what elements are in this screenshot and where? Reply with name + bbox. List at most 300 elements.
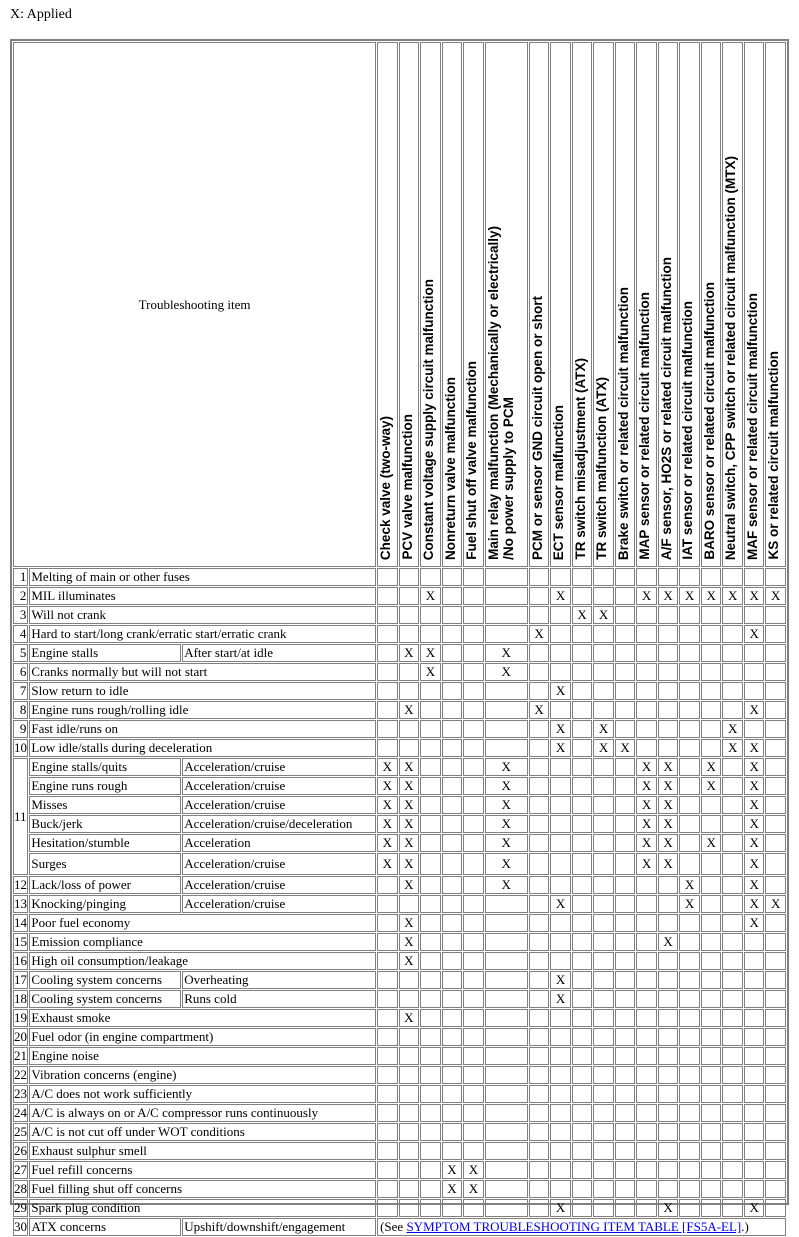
empty-cell [658,1123,679,1141]
empty-cell [593,682,614,700]
empty-cell [420,1066,441,1084]
column-header-text [551,403,566,563]
empty-cell [615,587,636,605]
empty-cell [442,1123,463,1141]
empty-cell [765,1066,786,1084]
empty-cell [399,1123,420,1141]
symptom-table-link[interactable]: SYMPTOM TROUBLESHOOTING ITEM TABLE [FS5A-EL] [406,1219,742,1234]
table-row [13,701,786,719]
empty-cell [679,1104,700,1122]
empty-cell [636,1199,657,1217]
applied-mark: X [485,834,528,852]
applied-mark: X [572,606,593,624]
empty-cell [593,1047,614,1065]
empty-cell [442,834,463,852]
row-number: 12 [14,877,27,892]
column-header-17 [765,42,786,567]
empty-cell [722,701,743,719]
empty-cell [529,1028,550,1046]
empty-cell [529,971,550,989]
column-header-7 [550,42,571,567]
empty-cell [636,914,657,932]
empty-cell [420,625,441,643]
empty-cell [615,1161,636,1179]
empty-cell [658,876,679,894]
empty-cell [572,895,593,913]
empty-cell [636,1180,657,1198]
empty-cell [765,568,786,586]
empty-cell [485,990,528,1008]
empty-cell [442,990,463,1008]
empty-cell [636,606,657,624]
empty-cell [765,758,786,776]
table-row [13,720,786,738]
empty-cell [572,625,593,643]
empty-cell [463,796,484,814]
empty-cell [550,876,571,894]
empty-cell [377,739,398,757]
empty-cell [615,914,636,932]
empty-cell [722,876,743,894]
table-row [13,952,786,970]
empty-cell [722,1199,743,1217]
empty-cell [572,1123,593,1141]
empty-cell [377,952,398,970]
row-item: Engine runs rough [29,777,181,795]
empty-cell [744,952,765,970]
empty-cell [679,568,700,586]
empty-cell [765,1009,786,1027]
empty-cell [420,853,441,875]
applied-mark: X [399,933,420,951]
empty-cell [463,1104,484,1122]
applied-mark: X [636,796,657,814]
empty-cell [463,853,484,875]
empty-cell [550,933,571,951]
empty-cell [377,876,398,894]
applied-mark: X [442,1180,463,1198]
empty-cell [658,1028,679,1046]
empty-cell [463,1047,484,1065]
empty-cell [529,952,550,970]
column-header-16 [744,42,765,567]
row-item: Slow return to idle [29,682,376,700]
empty-cell [572,1066,593,1084]
empty-cell [463,1028,484,1046]
empty-cell [377,1009,398,1027]
empty-cell [399,1028,420,1046]
see-prefix: (See [380,1219,407,1234]
empty-cell [615,720,636,738]
empty-cell [529,1104,550,1122]
applied-mark: X [636,777,657,795]
empty-cell [593,815,614,833]
row-number: 6 [13,663,28,681]
empty-cell [701,971,722,989]
row-number: 19 [14,1010,27,1025]
empty-cell [701,914,722,932]
empty-cell [615,1085,636,1103]
row-number: 28 [14,1181,27,1196]
empty-cell [442,933,463,951]
empty-cell [765,952,786,970]
empty-cell [615,701,636,719]
empty-cell [701,1142,722,1160]
empty-cell [722,606,743,624]
empty-cell [377,990,398,1008]
empty-cell [529,1047,550,1065]
empty-cell [420,1085,441,1103]
empty-cell [615,1028,636,1046]
applied-mark: X [420,587,441,605]
empty-cell [442,587,463,605]
empty-cell [572,1085,593,1103]
empty-cell [377,663,398,681]
column-header-line: Brake switch or related circuit malfunction [615,286,631,560]
applied-mark: X [744,758,765,776]
empty-cell [701,1161,722,1179]
empty-cell [442,1028,463,1046]
row-condition: Acceleration/cruise [182,876,376,894]
empty-cell [442,1085,463,1103]
empty-cell [399,1142,420,1160]
column-header-text [573,356,588,563]
table-row [13,796,786,814]
empty-cell [550,1161,571,1179]
empty-cell [615,1066,636,1084]
row-number: 4 [13,625,28,643]
empty-cell [420,1161,441,1179]
empty-cell [572,853,593,875]
column-header-text [723,154,738,563]
row-item: Knocking/pinging [29,895,181,913]
empty-cell [636,933,657,951]
empty-cell [593,895,614,913]
column-header-text [680,299,695,563]
legend-text: X: Applied [10,7,72,22]
column-header-6 [529,42,550,567]
empty-cell [615,834,636,852]
row-number: 3 [13,606,28,624]
empty-cell [593,834,614,852]
empty-cell [463,933,484,951]
applied-mark: X [722,720,743,738]
column-header-9 [593,42,614,567]
empty-cell [420,1047,441,1065]
empty-cell [377,971,398,989]
applied-mark: X [550,720,571,738]
empty-cell [463,1123,484,1141]
empty-cell [615,1009,636,1027]
empty-cell [593,1009,614,1027]
table-row [13,971,786,989]
empty-cell [485,895,528,913]
empty-cell [701,933,722,951]
applied-mark: X [658,834,679,852]
column-header-line: PCV valve malfunction [399,414,415,560]
table-row [13,1028,786,1046]
column-header-line: PCM or sensor GND circuit open or short [529,295,545,560]
empty-cell [615,853,636,875]
empty-cell [658,1047,679,1065]
empty-cell [550,701,571,719]
empty-cell [529,853,550,875]
empty-cell [485,1085,528,1103]
row-item: Exhaust smoke [29,1009,376,1027]
applied-mark: X [744,701,765,719]
empty-cell [399,1066,420,1084]
row-number: 14 [14,915,27,930]
empty-cell [463,1199,484,1217]
empty-cell [701,1028,722,1046]
empty-cell [636,1123,657,1141]
empty-cell [442,895,463,913]
empty-cell [636,1066,657,1084]
applied-mark: X [550,990,571,1008]
empty-cell [463,971,484,989]
applied-mark: X [658,796,679,814]
applied-mark: X [722,739,743,757]
empty-cell [658,720,679,738]
column-header-10 [615,42,636,567]
row-number: 16 [14,953,27,968]
empty-cell [572,834,593,852]
empty-cell [485,701,528,719]
empty-cell [679,644,700,662]
empty-cell [485,971,528,989]
empty-cell [593,853,614,875]
empty-cell [572,777,593,795]
applied-mark: X [420,663,441,681]
row-number: 10 [14,740,27,755]
empty-cell [615,815,636,833]
column-header-13 [679,42,700,567]
empty-cell [765,1047,786,1065]
empty-cell [679,701,700,719]
applied-mark: X [701,777,722,795]
empty-cell [420,568,441,586]
empty-cell [679,796,700,814]
empty-cell [679,952,700,970]
empty-cell [765,990,786,1008]
empty-cell [463,1085,484,1103]
table-row [13,1047,786,1065]
header-row [13,42,786,567]
empty-cell [377,1142,398,1160]
applied-mark: X [399,952,420,970]
empty-cell [722,1047,743,1065]
empty-cell [529,739,550,757]
empty-cell [485,1180,528,1198]
empty-cell [679,1066,700,1084]
applied-mark: X [744,834,765,852]
empty-cell [442,853,463,875]
row-item: Low idle/stalls during deceleration [29,739,376,757]
column-header-12 [658,42,679,567]
applied-mark: X [744,587,765,605]
applied-mark: X [550,739,571,757]
empty-cell [679,933,700,951]
applied-mark: X [485,876,528,894]
empty-cell [485,568,528,586]
empty-cell [463,587,484,605]
applied-mark: X [463,1180,484,1198]
column-header-text [378,414,393,563]
empty-cell [593,1199,614,1217]
empty-cell [399,895,420,913]
empty-cell [701,1066,722,1084]
empty-cell [722,1161,743,1179]
empty-cell [679,1009,700,1027]
row-number: 24 [14,1105,27,1120]
empty-cell [463,568,484,586]
empty-cell [529,1066,550,1084]
empty-cell [420,1028,441,1046]
applied-mark: X [744,815,765,833]
column-header-text [766,349,781,563]
applied-mark: X [399,876,420,894]
empty-cell [485,914,528,932]
column-header-text [421,277,436,563]
applied-mark: X [636,587,657,605]
applied-mark: X [485,777,528,795]
empty-cell [399,606,420,624]
empty-cell [420,914,441,932]
empty-cell [442,606,463,624]
empty-cell [679,1142,700,1160]
empty-cell [658,644,679,662]
table-row [13,1218,786,1236]
empty-cell [485,933,528,951]
column-header-2 [420,42,441,567]
row-item: A/C is always on or A/C compressor runs continuously [29,1104,376,1122]
empty-cell [636,876,657,894]
empty-cell [615,876,636,894]
empty-cell [701,739,722,757]
row-condition: Acceleration/cruise [182,853,376,875]
empty-cell [701,644,722,662]
empty-cell [550,952,571,970]
empty-cell [442,796,463,814]
empty-cell [722,1066,743,1084]
applied-mark: X [593,739,614,757]
empty-cell [572,682,593,700]
empty-cell [765,834,786,852]
empty-cell [722,952,743,970]
empty-cell [722,815,743,833]
row-item: High oil consumption/leakage [29,952,376,970]
empty-cell [463,606,484,624]
empty-cell [572,1180,593,1198]
empty-cell [679,1180,700,1198]
empty-cell [765,796,786,814]
empty-cell [679,758,700,776]
empty-cell [722,1028,743,1046]
row-condition: Upshift/downshift/engagement [182,1218,376,1236]
empty-cell [377,568,398,586]
applied-mark: X [722,587,743,605]
column-header-line: Check valve (two-way) [378,415,394,560]
empty-cell [636,1028,657,1046]
empty-cell [399,1085,420,1103]
empty-cell [377,1028,398,1046]
empty-cell [529,990,550,1008]
column-header-line: /No power supply to PCM [500,397,516,560]
empty-cell [442,758,463,776]
empty-cell [485,1066,528,1084]
column-header-5 [485,42,528,567]
empty-cell [615,1047,636,1065]
empty-cell [765,606,786,624]
empty-cell [377,895,398,913]
empty-cell [463,625,484,643]
empty-cell [377,644,398,662]
empty-cell [679,720,700,738]
empty-cell [485,720,528,738]
applied-mark: X [636,834,657,852]
empty-cell [529,644,550,662]
row-number: 21 [14,1048,27,1063]
empty-cell [399,739,420,757]
applied-mark: X [550,895,571,913]
empty-cell [377,1123,398,1141]
troubleshooting-item-header: Troubleshooting item [13,42,376,567]
row-item: Fuel odor (in engine compartment) [29,1028,376,1046]
empty-cell [420,777,441,795]
column-header-line: ECT sensor malfunction [551,404,567,560]
applied-mark: X [593,720,614,738]
empty-cell [765,625,786,643]
row-number: 15 [14,934,27,949]
empty-cell [550,777,571,795]
empty-cell [377,1066,398,1084]
applied-mark: X [658,853,679,875]
empty-cell [658,1009,679,1027]
empty-cell [722,1123,743,1141]
empty-cell [463,914,484,932]
empty-cell [572,701,593,719]
empty-cell [442,720,463,738]
empty-cell [744,568,765,586]
column-header-3 [442,42,463,567]
table-row [13,1009,786,1027]
column-header-text [400,412,415,563]
empty-cell [377,606,398,624]
empty-cell [765,1104,786,1122]
empty-cell [485,1028,528,1046]
applied-mark: X [399,1009,420,1027]
empty-cell [442,739,463,757]
row-number: 1 [13,568,28,586]
empty-cell [615,644,636,662]
empty-cell [636,720,657,738]
empty-cell [593,587,614,605]
empty-cell [722,663,743,681]
empty-cell [485,625,528,643]
column-header-11 [636,42,657,567]
empty-cell [679,1047,700,1065]
empty-cell [420,1199,441,1217]
empty-cell [550,914,571,932]
column-header-line: Fuel shut off valve malfunction [464,361,480,560]
empty-cell [593,1028,614,1046]
empty-cell [529,663,550,681]
empty-cell [722,796,743,814]
applied-mark: X [550,587,571,605]
empty-cell [701,606,722,624]
row-item: Engine runs rough/rolling idle [29,701,376,719]
empty-cell [572,1104,593,1122]
